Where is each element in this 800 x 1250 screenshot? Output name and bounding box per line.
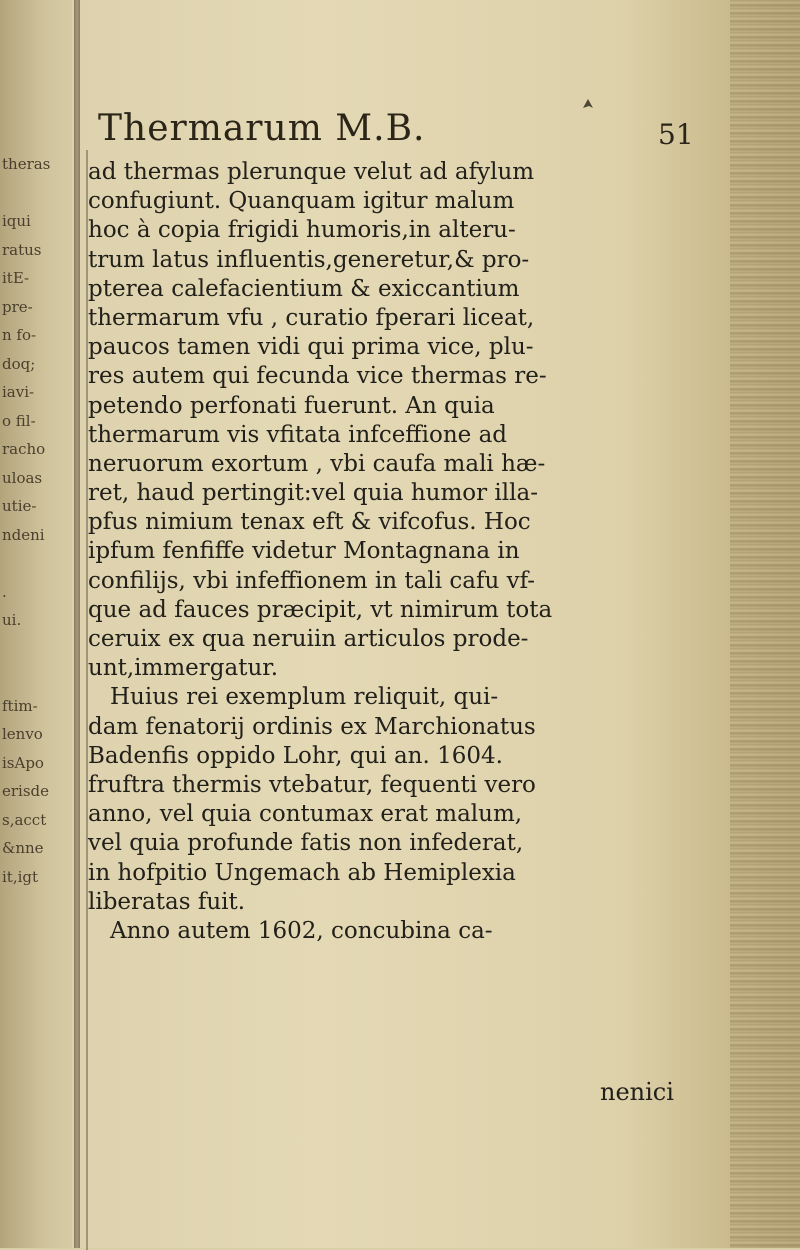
- bleed-fragment: n fo-: [2, 326, 37, 344]
- bleed-fragment: ftim-: [2, 696, 38, 715]
- bleed-fragment: erisde: [2, 782, 50, 800]
- book-gutter: [74, 0, 80, 1248]
- text-line: ad thermas plerunque velut ad afylum: [88, 159, 535, 185]
- text-line: pterea calefacientium & exiccantium: [88, 275, 520, 302]
- text-line: Anno autem 1602, concubina ca-: [110, 917, 493, 944]
- text-line: ipfum fenfiffe videtur Montagnana in: [88, 538, 520, 565]
- bleed-fragment: [2, 635, 68, 664]
- text-line: in hofpitio Ungemach ab Hemiplexia: [88, 859, 516, 886]
- text-line: ret, haud pertingit:vel quia humor illa-: [88, 480, 538, 507]
- text-line: vel quia profunde fatis non infederat,: [88, 830, 524, 857]
- bleed-fragment: itE-: [2, 269, 30, 287]
- bleed-fragment: ratus: [2, 240, 42, 259]
- bleed-fragment: [2, 663, 68, 692]
- bleed-fragment: o fil-: [2, 411, 36, 430]
- text-line: confugiunt. Quanquam igitur malum: [88, 188, 515, 215]
- text-line: res autem qui fecunda vice thermas re-: [88, 363, 547, 390]
- text-line: thermarum vfu , curatio fperari liceat,: [88, 304, 535, 331]
- text-line: paucos tamen vidi qui prima vice, plu-: [88, 334, 534, 361]
- body-text: [88, 158, 688, 946]
- bleed-fragment: racho: [2, 440, 46, 458]
- bleed-fragment: &nne: [2, 839, 44, 857]
- bleed-fragment: uloas: [2, 468, 43, 487]
- text-line: Huius rei exemplum reliquit, qui-: [110, 684, 499, 711]
- bleed-fragment: utie-: [2, 497, 37, 515]
- text-line: trum latus influentis,generetur,& pro-: [88, 246, 530, 273]
- text-line: que ad fauces præcipit, vt nimirum tota: [88, 596, 553, 623]
- text-line: anno, vel quia contumax erat malum,: [88, 801, 523, 828]
- catchword: nenici: [600, 1078, 674, 1106]
- bleed-fragment: theras: [2, 155, 51, 173]
- bleed-fragment: pre-: [2, 297, 33, 316]
- bleed-fragment: lenvo: [2, 725, 43, 743]
- running-title: Thermarum M.B.: [98, 108, 426, 149]
- bleed-fragment: iqui: [2, 212, 31, 230]
- text-line: petendo perfonati fuerunt. An quia: [88, 392, 495, 419]
- text-line: ceruix ex qua neruiin articulos prode-: [88, 626, 529, 652]
- page-header: [98, 108, 698, 156]
- text-line: Badenfis oppido Lohr, qui an. 1604.: [88, 742, 503, 769]
- text-line: fruftra thermis vtebatur, fequenti vero: [88, 771, 536, 798]
- bleed-fragment: iavi-: [2, 383, 35, 401]
- bleed-fragment: .: [2, 582, 7, 601]
- text-line: pfus nimium tenax eft & vifcofus. Hoc: [88, 509, 531, 536]
- bleed-fragment: [2, 179, 68, 208]
- bleed-fragment: [2, 549, 68, 578]
- page-number: 51: [658, 118, 694, 151]
- facing-page-bleed-text: [2, 150, 68, 891]
- bleed-fragment: ndeni: [2, 525, 45, 544]
- text-line: unt,immergatur.: [88, 655, 279, 682]
- bleed-fragment: doq;: [2, 354, 36, 373]
- bleed-fragment: ui.: [2, 611, 22, 629]
- text-line: thermarum vis vfitata infceffione ad: [88, 421, 508, 448]
- bleed-fragment: s,acct: [2, 810, 47, 829]
- page-edge-stack: [730, 0, 800, 1248]
- text-line: dam fenatorij ordinis ex Marchionatus: [88, 713, 536, 740]
- text-line: hoc à copia frigidi humoris,in alteru-: [88, 217, 516, 244]
- text-line: confilijs, vbi infeffionem in tali cafu vf-: [88, 567, 536, 594]
- text-line: neruorum exortum , vbi caufa mali hæ-: [88, 450, 546, 477]
- bleed-fragment: isApo: [2, 753, 44, 772]
- bleed-fragment: it,igt: [2, 867, 39, 886]
- text-line: liberatas fuit.: [88, 888, 246, 915]
